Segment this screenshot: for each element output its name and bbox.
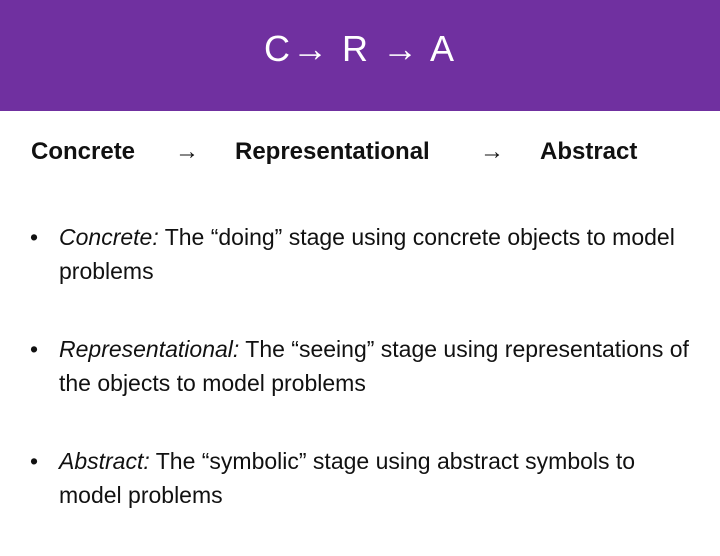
bullet-marker: • [30, 448, 39, 474]
sequence-representational: Representational [235, 138, 430, 165]
list-item [30, 220, 700, 288]
bullet-term: Abstract: [59, 448, 150, 474]
cra-sequence [0, 138, 720, 170]
bullet-marker: • [30, 336, 39, 362]
title-bar [0, 0, 720, 111]
list-item [30, 444, 700, 512]
slide-title: C→ R → A [263, 27, 457, 69]
sequence-arrow-2: → [480, 138, 504, 165]
list-item [30, 332, 700, 400]
bullet-text: The “doing” stage using concrete objects to model problems [59, 224, 675, 284]
sequence-arrow-1: → [175, 138, 199, 165]
bullet-term: Concrete: [59, 224, 159, 250]
sequence-abstract: Abstract [540, 138, 638, 165]
definition-list [30, 220, 700, 556]
bullet-text: The “symbolic” stage using abstract symbols to model problems [59, 448, 636, 508]
bullet-text: The “seeing” stage using representations of the objects to model problems [59, 336, 689, 396]
bullet-term: Representational: [59, 336, 240, 362]
bullet-marker: • [30, 224, 39, 250]
sequence-concrete: Concrete [31, 138, 136, 165]
